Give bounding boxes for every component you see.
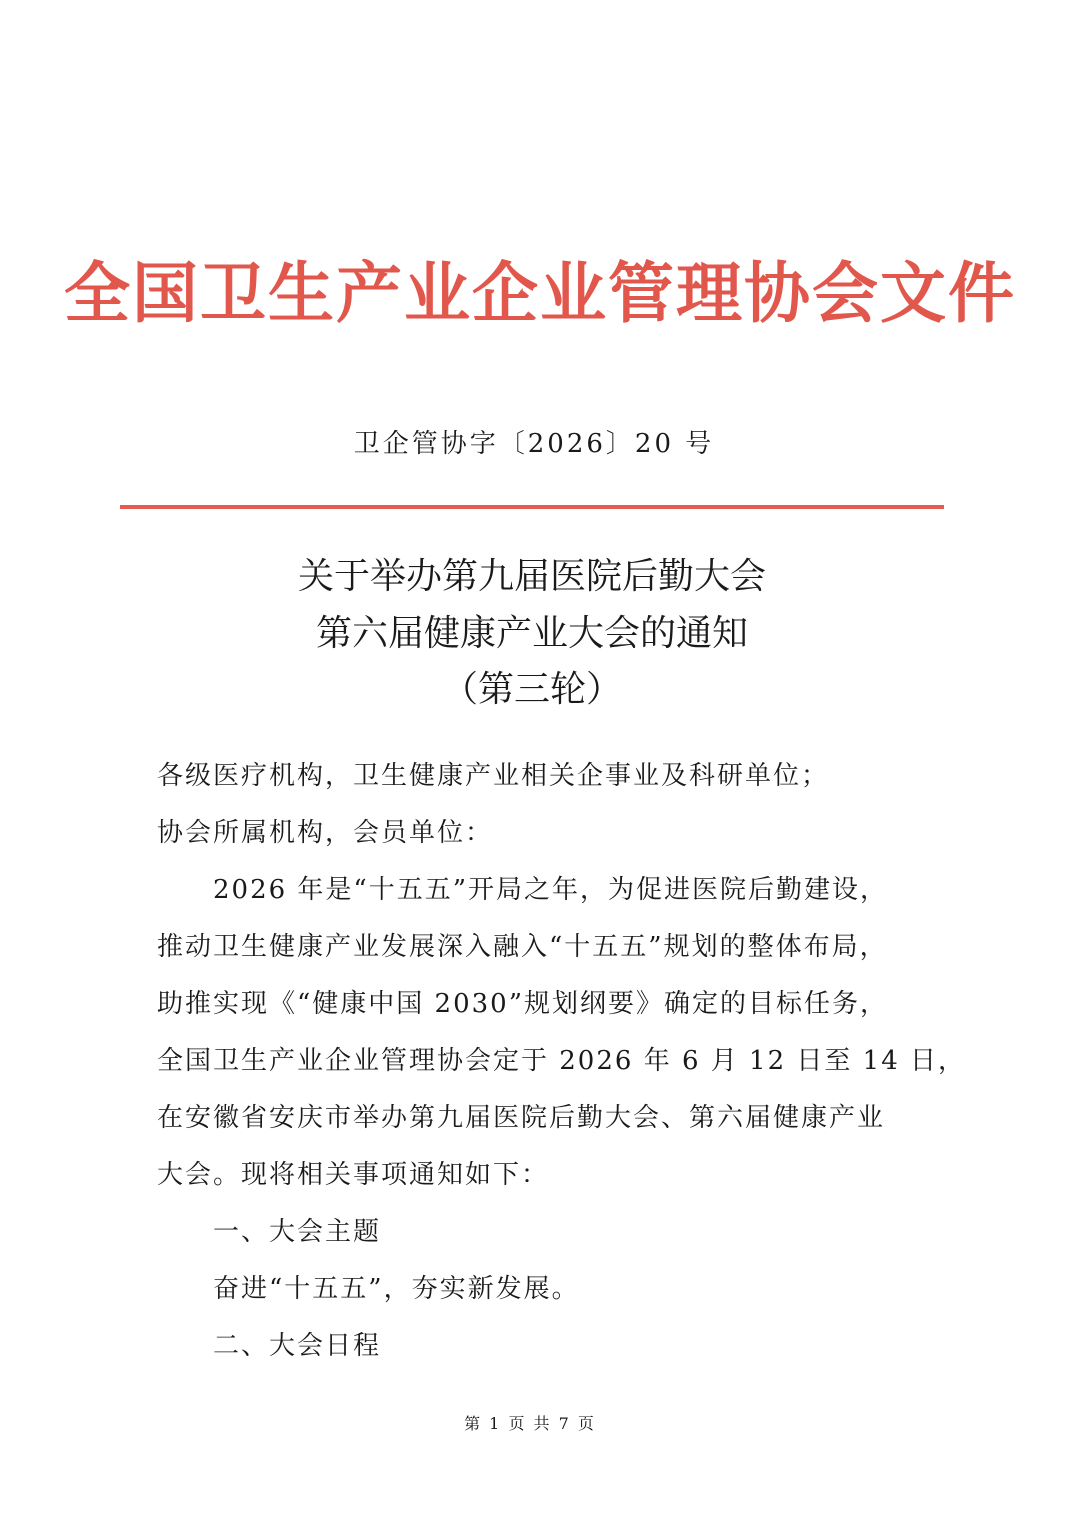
masthead-title: 全国卫生产业企业管理协会文件 (64, 254, 1016, 332)
body-paragraph-line-2: 推动卫生健康产业发展深入融入“十五五”规划的整体布局， (157, 932, 888, 962)
addressee-line-2: 协会所属机构，会员单位： (157, 818, 494, 848)
notice-title-round: （第三轮） (441, 669, 622, 710)
section-1-text: 奋进“十五五”，夯实新发展。 (213, 1274, 580, 1304)
notice-title-line-2: 第六届健康产业大会的通知 (315, 613, 748, 654)
body-paragraph-line-5: 在安徽省安庆市举办第九届医院后勤大会、第六届健康产业 (157, 1103, 886, 1133)
body-paragraph-line-3: 助推实现《“健康中国 2030”规划纲要》确定的目标任务， (157, 989, 889, 1019)
document-number: 卫企管协字〔2026〕20 号 (353, 429, 715, 459)
red-divider-rule (120, 505, 944, 509)
body-paragraph-line-6: 大会。现将相关事项通知如下： (157, 1160, 550, 1190)
section-1-heading: 一、大会主题 (213, 1217, 382, 1247)
body-paragraph-line-1: 2026 年是“十五五”开局之年，为促进医院后勤建设， (213, 875, 889, 905)
body-paragraph-line-4: 全国卫生产业企业管理协会定于 2026 年 6 月 12 日至 14 日， (157, 1046, 966, 1076)
addressee-line-1: 各级医疗机构，卫生健康产业相关企事业及科研单位； (157, 761, 830, 791)
section-2-heading: 二、大会日程 (213, 1331, 382, 1361)
notice-title-line-1: 关于举办第九届医院后勤大会 (297, 556, 766, 597)
page-footer: 第 1 页 共 7 页 (464, 1414, 596, 1433)
